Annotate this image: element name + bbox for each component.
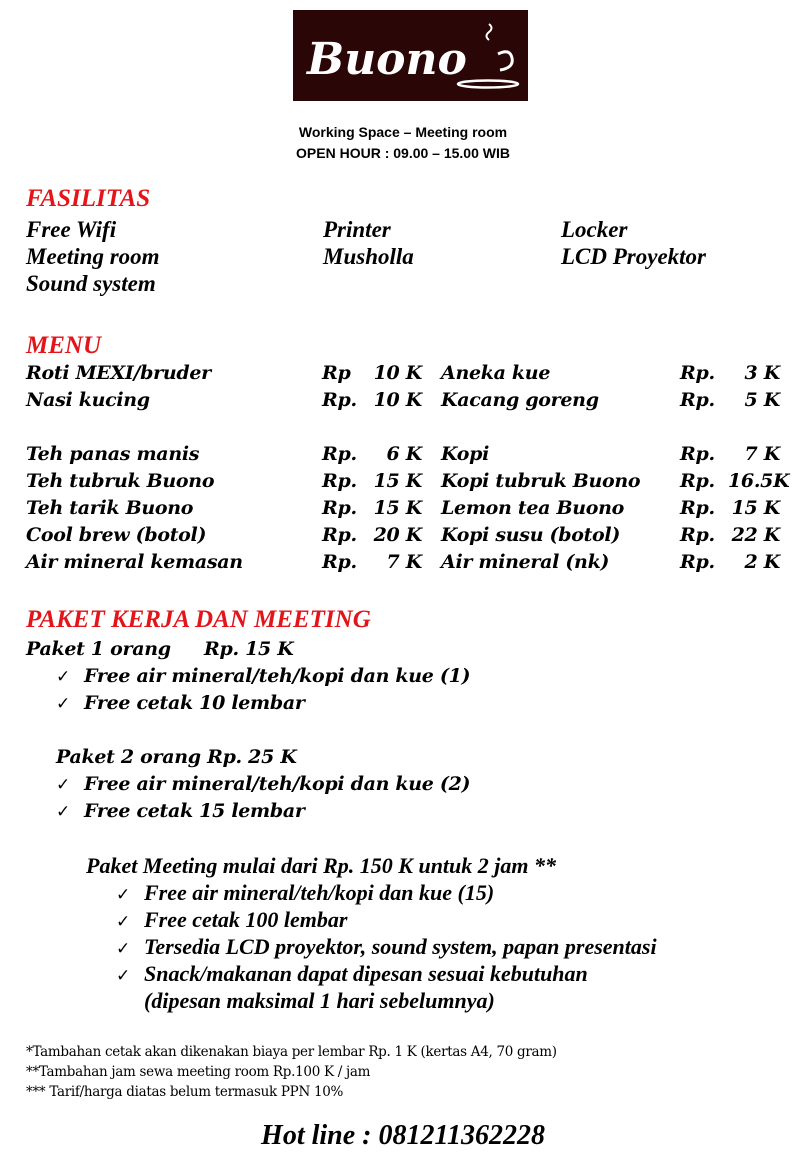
- price-amount: 10 K: [373, 389, 422, 411]
- price-currency: Rp.: [322, 551, 357, 573]
- price-currency: Rp.: [322, 497, 357, 519]
- menu-item-name: Teh tubruk Buono: [26, 470, 215, 492]
- menu-item-price: [680, 497, 780, 519]
- menu-item-name: Air mineral (nk): [441, 551, 610, 573]
- facility-item: Free Wifi: [26, 217, 117, 242]
- check-icon: ✓: [116, 966, 131, 986]
- price-amount: 20 K: [373, 524, 422, 546]
- menu-item-name: Roti MEXI/bruder: [26, 362, 211, 384]
- price-amount: 22 K: [731, 524, 780, 546]
- check-icon: ✓: [116, 912, 131, 932]
- paket-meeting-item: ✓ Free air mineral/teh/kopi dan kue (15): [116, 880, 495, 905]
- paket-meeting-item: ✓ Free cetak 100 lembar: [116, 907, 348, 932]
- price-currency: Rp.: [680, 524, 715, 546]
- check-icon: ✓: [56, 802, 70, 822]
- facility-item: Musholla: [323, 244, 414, 269]
- paket-heading: PAKET KERJA DAN MEETING: [26, 606, 371, 633]
- paket-meeting-item: ✓ Tersedia LCD proyektor, sound system, papan presentasi: [116, 934, 657, 959]
- price-amount: 6 K: [386, 443, 422, 465]
- price-currency: Rp.: [322, 443, 357, 465]
- menu-item-price: [322, 470, 422, 492]
- paket1-item: ✓ Free cetak 10 lembar: [56, 692, 305, 714]
- price-amount: 16.5K: [728, 470, 790, 492]
- menu-item-price: [322, 389, 422, 411]
- paket-meeting-item: ✓ Snack/makanan dapat dipesan sesuai kebutuhan: [116, 961, 588, 986]
- menu-item-name: Kopi tubruk Buono: [441, 470, 641, 492]
- menu-item-name: Kacang goreng: [441, 389, 599, 411]
- menu-item-price: [680, 524, 780, 546]
- price-amount: 2 K: [744, 551, 780, 573]
- price-amount: 15 K: [373, 497, 422, 519]
- menu-item-price: [322, 497, 422, 519]
- price-amount: 15 K: [731, 497, 780, 519]
- price-currency: Rp.: [680, 389, 715, 411]
- menu-item-name: Teh panas manis: [26, 443, 200, 465]
- price-currency: Rp.: [680, 497, 715, 519]
- hotline: Hot line : 081211362228: [261, 1120, 545, 1151]
- menu-item-price: [680, 362, 780, 384]
- price-currency: Rp: [322, 362, 351, 384]
- paket1-label: Paket 1 orang: [26, 638, 171, 660]
- facility-item: Sound system: [26, 271, 156, 296]
- menu-item-price: [322, 551, 422, 573]
- paket-meeting-label: Paket Meeting mulai dari Rp. 150 K untuk 2 jam **: [86, 853, 557, 878]
- price-currency: Rp.: [680, 470, 715, 492]
- menu-item-name: Cool brew (botol): [26, 524, 207, 546]
- check-icon: ✓: [56, 667, 70, 687]
- menu-item-name: Kopi susu (botol): [441, 524, 621, 546]
- menu-item-price: [680, 470, 790, 492]
- fasilitas-heading: FASILITAS: [26, 185, 151, 212]
- price-amount: 7 K: [386, 551, 422, 573]
- price-currency: Rp.: [322, 389, 357, 411]
- subtitle-open-hour: OPEN HOUR : 09.00 – 15.00 WIB: [296, 145, 510, 161]
- menu-item-price: [680, 389, 780, 411]
- footnote: *Tambahan cetak akan dikenakan biaya per lembar Rp. 1 K (kertas A4, 70 gram): [26, 1044, 557, 1060]
- menu-item-price: [680, 443, 780, 465]
- facility-item: Locker: [561, 217, 628, 242]
- menu-item-name: Kopi: [441, 443, 490, 465]
- coffee-cup-icon: [293, 10, 528, 101]
- facility-item: Printer: [323, 217, 391, 242]
- menu-item-price: [322, 362, 422, 384]
- menu-item-price: [322, 524, 422, 546]
- paket2-label: Paket 2 orang Rp. 25 K: [56, 746, 297, 768]
- menu-item-price: [680, 551, 780, 573]
- check-icon: ✓: [116, 939, 131, 959]
- menu-item-name: Lemon tea Buono: [441, 497, 624, 519]
- menu-item-price: [322, 443, 422, 465]
- price-currency: Rp.: [680, 362, 715, 384]
- menu-item-name: Aneka kue: [441, 362, 551, 384]
- check-icon: ✓: [56, 694, 70, 714]
- facility-item: LCD Proyektor: [561, 244, 707, 269]
- footnote: *** Tarif/harga diatas belum termasuk PPN 10%: [26, 1084, 344, 1100]
- menu-item-name: Teh tarik Buono: [26, 497, 194, 519]
- paket-meeting-item-continuation: (dipesan maksimal 1 hari sebelumnya): [144, 988, 495, 1013]
- price-amount: 10 K: [373, 362, 422, 384]
- paket1-price: Rp. 15 K: [204, 638, 294, 660]
- menu-item-name: Air mineral kemasan: [26, 551, 243, 573]
- menu-item-name: Nasi kucing: [26, 389, 150, 411]
- logo-wordmark: Buono: [307, 34, 467, 85]
- price-amount: 7 K: [744, 443, 780, 465]
- menu-heading: MENU: [26, 332, 102, 359]
- check-icon: ✓: [56, 775, 70, 795]
- paket1-item: ✓ Free air mineral/teh/kopi dan kue (1): [56, 665, 471, 687]
- check-icon: ✓: [116, 885, 131, 905]
- price-currency: Rp.: [322, 524, 357, 546]
- price-currency: Rp.: [680, 443, 715, 465]
- price-amount: 5 K: [744, 389, 780, 411]
- price-currency: Rp.: [322, 470, 357, 492]
- facility-item: Meeting room: [26, 244, 160, 269]
- buono-logo: [293, 10, 528, 101]
- footnote: **Tambahan jam sewa meeting room Rp.100 K / jam: [26, 1064, 371, 1080]
- paket2-item: ✓ Free cetak 15 lembar: [56, 800, 305, 822]
- price-currency: Rp.: [680, 551, 715, 573]
- paket2-item: ✓ Free air mineral/teh/kopi dan kue (2): [56, 773, 471, 795]
- price-amount: 3 K: [744, 362, 780, 384]
- subtitle-working-space: Working Space – Meeting room: [298, 124, 508, 140]
- price-amount: 15 K: [373, 470, 422, 492]
